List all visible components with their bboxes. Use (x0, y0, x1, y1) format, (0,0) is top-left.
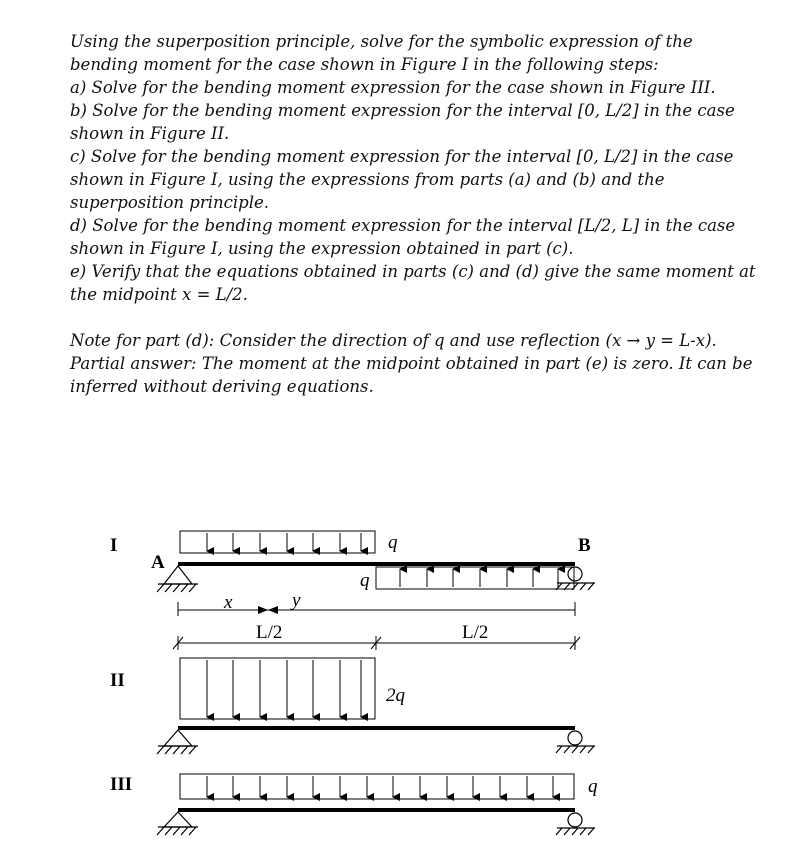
load-q-full-label: q (588, 776, 598, 797)
support-b-label: B (578, 535, 591, 556)
load-right-upward (376, 567, 574, 589)
roller-support-3 (556, 813, 595, 835)
step-c: c) Solve for the bending moment expression for the interval [0, L/2] in the case shown in Figure I, using the expressions from parts (a) and (b) and the superposition principle. (70, 147, 734, 212)
step-a: a) Solve for the bending moment expression for the case shown in Figure III. (70, 78, 716, 97)
problem-intro: Using the superposition principle, solve for the symbolic expression of the bending moment for the case shown in Figure I in the following steps: (70, 32, 693, 74)
partial-answer: Partial answer: The moment at the midpoint obtained in part (e) is zero. It can be inferred without deriving equations. (70, 354, 753, 396)
coord-y-label: y (292, 590, 301, 611)
step-e: e) Verify that the equations obtained in parts (c) and (d) give the same moment at the midpoint x = L/2. (70, 262, 756, 304)
load-2q-label: 2q (386, 685, 405, 706)
load-left-label: q (388, 532, 398, 553)
coord-x-label: x (224, 592, 233, 613)
roller-support-b (556, 567, 595, 590)
pin-support-3 (157, 812, 198, 835)
figure-2-label: II (110, 670, 125, 691)
step-d: d) Solve for the bending moment expression for the interval [L/2, L] in the case shown in Figure I, using the expression obtained in part (c). (70, 216, 736, 258)
note: Note for part (d): Consider the direction of q and use reflection (x → y = L-x). (70, 331, 717, 350)
figure-2 (110, 658, 595, 754)
load-left-downward (180, 531, 375, 553)
pin-support-2 (157, 730, 198, 754)
roller-support-2 (556, 731, 595, 753)
figure-1 (110, 531, 595, 650)
figure-3 (110, 774, 598, 835)
figure-1-label: I (110, 535, 118, 556)
step-b: b) Solve for the bending moment expression for the interval [0, L/2] in the case shown in Figure II. (70, 101, 735, 143)
dim-left-label: L/2 (256, 622, 283, 643)
dimension-line (173, 636, 580, 650)
support-a-label: A (151, 552, 165, 573)
load-2q (180, 658, 375, 719)
load-right-label: q (360, 570, 370, 591)
dim-right-label: L/2 (462, 622, 489, 643)
figure-3-label: III (110, 774, 133, 795)
coordinate-markers (178, 602, 575, 616)
load-q-full (180, 774, 574, 799)
